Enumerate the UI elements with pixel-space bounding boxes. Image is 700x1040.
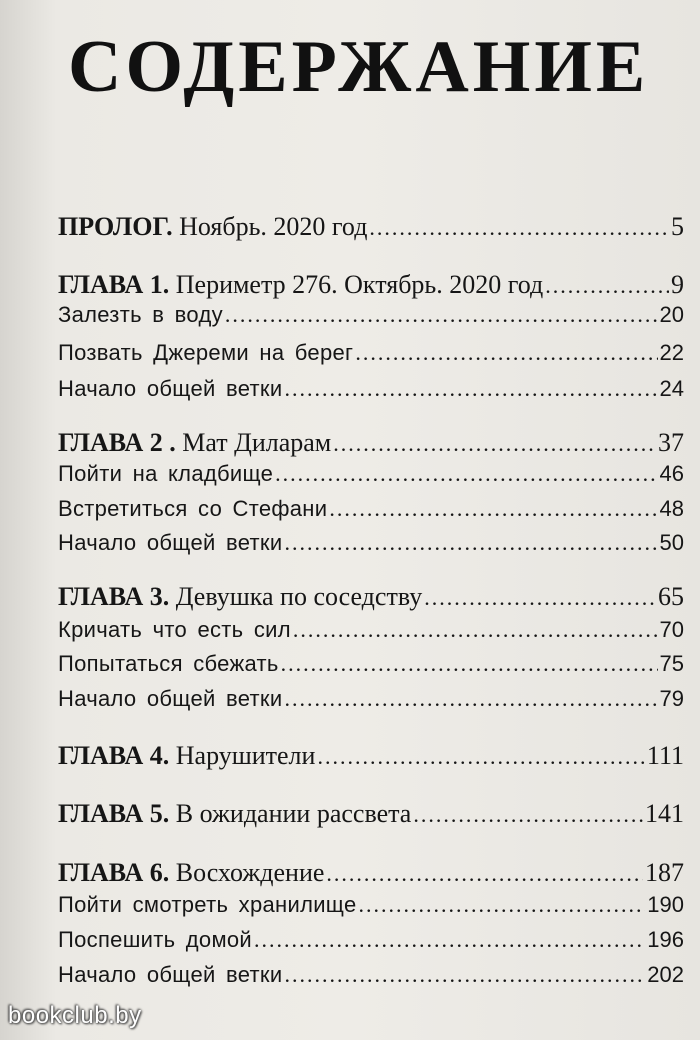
dot-leader <box>317 744 644 770</box>
toc-entry-title: Поспешить домой <box>58 927 253 952</box>
toc-chapter-name: Нарушители <box>169 741 316 770</box>
toc-entry-title: Залезть в воду <box>58 302 223 327</box>
toc-page-number: 48 <box>659 496 684 521</box>
toc-chapter-name: Периметр 276. Октябрь. 2020 год <box>169 270 544 299</box>
toc-entry-title <box>58 212 367 242</box>
toc-page-number: 5 <box>671 212 684 241</box>
toc-chapter-entry <box>58 428 684 462</box>
dot-leader <box>413 802 643 828</box>
toc-entry-title <box>58 582 422 612</box>
toc-entry-title: Пойти смотреть хранилище <box>58 892 357 917</box>
toc-page-number: 24 <box>659 376 684 401</box>
toc-entry-title: Попытаться сбежать <box>58 651 279 676</box>
watermark: bookclub.by <box>8 1002 142 1029</box>
toc-entry-title <box>58 858 324 888</box>
toc-chapter-label: ГЛАВА 1. <box>58 270 170 299</box>
toc-chapter-name: Ноябрь. 2020 год <box>172 212 368 241</box>
toc-chapter-entry <box>58 270 684 304</box>
toc-page-number: 37 <box>658 428 684 457</box>
dot-leader <box>355 340 657 366</box>
toc-page-number: 9 <box>671 270 684 299</box>
dot-leader <box>326 861 643 887</box>
toc-subentry <box>58 530 684 564</box>
toc-chapter-entry <box>58 799 684 833</box>
toc-entry-title <box>58 428 331 458</box>
dot-leader <box>545 273 669 299</box>
toc-entry-title: Начало общей ветки <box>58 376 283 401</box>
toc-subentry <box>58 617 684 651</box>
toc-subentry <box>58 340 684 374</box>
toc-subentry <box>58 302 684 336</box>
dot-leader <box>225 302 658 328</box>
toc-page-number: 50 <box>659 530 684 555</box>
dot-leader <box>281 651 658 677</box>
page-title: СОДЕРЖАНИЕ <box>68 26 650 108</box>
dot-leader <box>358 892 645 918</box>
toc-page-number: 79 <box>659 686 684 711</box>
toc-entry-title: Начало общей ветки <box>58 962 283 987</box>
toc-subentry <box>58 686 684 720</box>
toc-entry-title: Пойти на кладбище <box>58 461 274 486</box>
dot-leader <box>275 461 657 487</box>
toc-subentry <box>58 927 684 961</box>
toc-page-number: 111 <box>646 741 684 770</box>
toc-page-number: 141 <box>645 799 684 828</box>
toc-page-number: 75 <box>659 651 684 676</box>
toc-subentry <box>58 962 684 996</box>
toc-chapter-name: Мат Диларам <box>175 428 332 457</box>
toc-chapter-label: ГЛАВА 5. <box>58 799 170 828</box>
toc-chapter-entry <box>58 582 684 616</box>
toc-chapter-label: ГЛАВА 2 . <box>58 428 176 457</box>
dot-leader <box>284 686 657 712</box>
toc-chapter-name: Девушка по соседству <box>169 582 423 611</box>
toc-chapter-entry <box>58 212 684 246</box>
toc-page-number: 65 <box>658 582 684 611</box>
toc-page-number: 20 <box>659 302 684 327</box>
toc-entry-title <box>58 741 315 771</box>
toc-subentry <box>58 376 684 410</box>
dot-leader <box>284 962 645 988</box>
toc-entry-title: Начало общей ветки <box>58 530 283 555</box>
dot-leader <box>329 496 657 522</box>
dot-leader <box>284 376 657 402</box>
toc-chapter-entry <box>58 858 684 892</box>
toc-chapter-entry <box>58 741 684 775</box>
toc-entry-title: Кричать что есть сил <box>58 617 291 642</box>
dot-leader <box>424 585 656 611</box>
toc-subentry <box>58 651 684 685</box>
toc-chapter-label: ГЛАВА 6. <box>58 858 170 887</box>
toc-entry-title: Начало общей ветки <box>58 686 283 711</box>
toc-page-number: 22 <box>659 340 684 365</box>
dot-leader <box>284 530 657 556</box>
toc-page-number: 202 <box>647 962 684 987</box>
toc-page-number: 190 <box>647 892 684 917</box>
toc-chapter-name: В ожидании рассвета <box>169 799 412 828</box>
toc-entry-title <box>58 270 543 300</box>
toc-subentry <box>58 461 684 495</box>
toc-page-number: 46 <box>659 461 684 486</box>
toc-entry-title <box>58 799 411 829</box>
toc-entry-title: Встретиться со Стефани <box>58 496 328 521</box>
toc-page-number: 70 <box>659 617 684 642</box>
toc-subentry <box>58 892 684 926</box>
toc-chapter-name: Восхождение <box>169 858 325 887</box>
toc-chapter-label: ГЛАВА 3. <box>58 582 170 611</box>
toc-chapter-label: ПРОЛОГ. <box>58 212 173 241</box>
dot-leader <box>333 431 656 457</box>
toc-chapter-label: ГЛАВА 4. <box>58 741 170 770</box>
toc-page-number: 187 <box>645 858 684 887</box>
dot-leader <box>254 927 645 953</box>
dot-leader <box>293 617 658 643</box>
toc-entry-title: Позвать Джереми на берег <box>58 340 354 365</box>
toc-page-number: 196 <box>647 927 684 952</box>
dot-leader <box>369 215 669 241</box>
toc-subentry <box>58 496 684 530</box>
